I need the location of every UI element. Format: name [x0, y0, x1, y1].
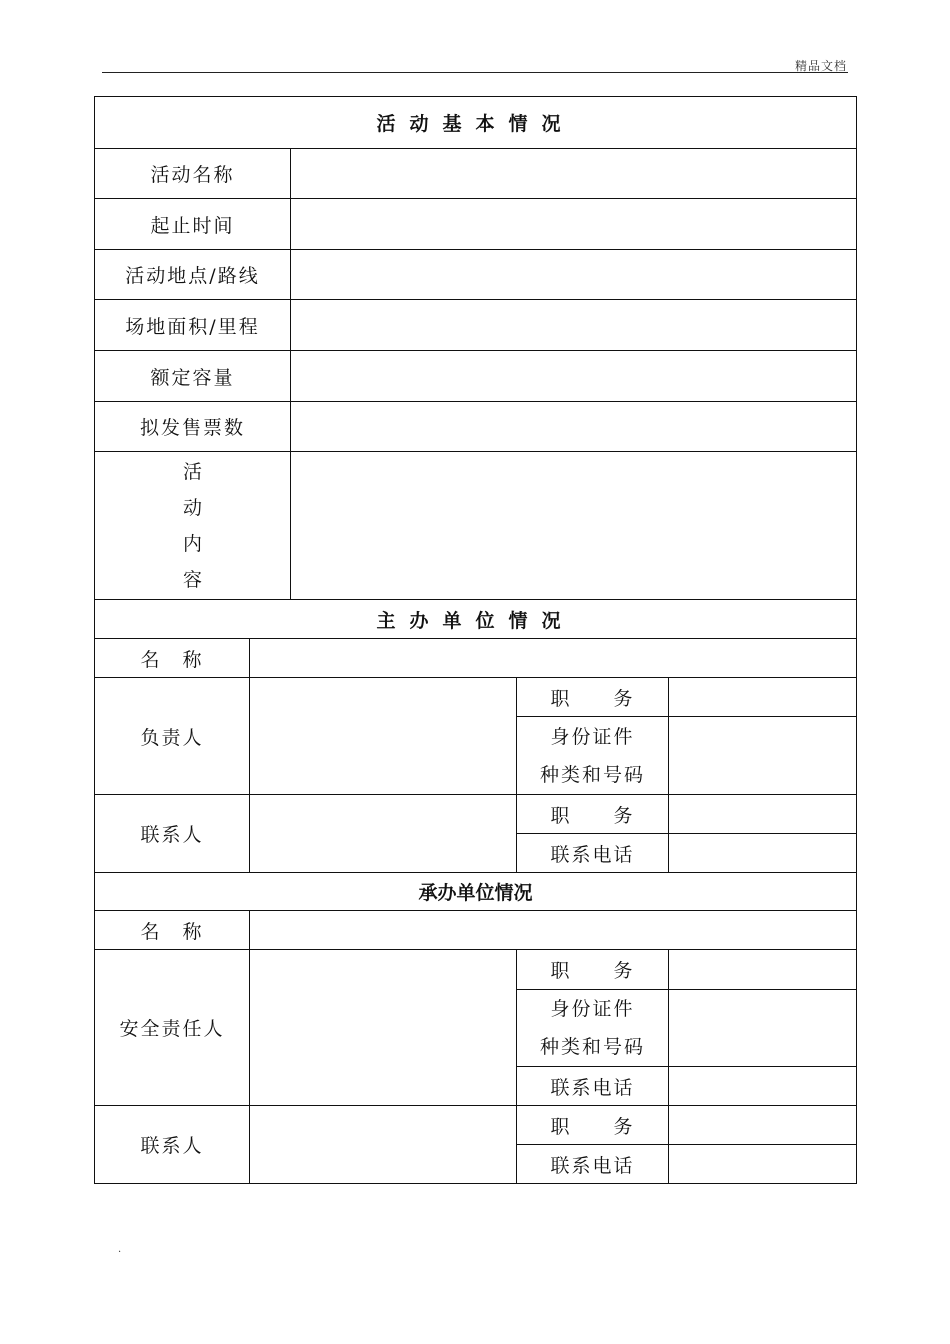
label-organizer-leader: 负责人 [95, 678, 250, 795]
field-contact-position[interactable] [669, 795, 857, 834]
field-safety-position[interactable] [669, 950, 857, 990]
section-title-contractor: 承办单位情况 [95, 873, 857, 911]
label-leader-position: 职 务 [517, 678, 669, 717]
id-label-line2: 种类和号码 [539, 763, 645, 786]
field-tickets-to-sell[interactable] [291, 402, 857, 452]
label-organizer-contact: 联系人 [95, 795, 250, 873]
field-contractor-contact[interactable] [250, 1106, 517, 1184]
label-contractor-contact: 联系人 [95, 1106, 250, 1184]
field-contact-phone[interactable] [669, 834, 857, 873]
id-label-line1: 身份证件 [550, 998, 635, 1020]
field-activity-content[interactable] [291, 452, 857, 600]
label-activity-content [95, 452, 291, 600]
content-char: 内 [182, 532, 202, 555]
header-rule [102, 72, 848, 73]
field-contractor-contact-position[interactable] [669, 1106, 857, 1145]
field-area-mileage[interactable] [291, 300, 857, 351]
label-contractor-contact-position: 职 务 [517, 1106, 669, 1145]
label-organizer-name: 名 称 [95, 639, 250, 678]
label-safety-position: 职 务 [517, 950, 669, 990]
field-activity-name[interactable] [291, 149, 857, 199]
field-leader-position[interactable] [669, 678, 857, 717]
label-contractor-contact-phone: 联系电话 [517, 1145, 669, 1184]
label-rated-capacity: 额定容量 [95, 351, 291, 402]
field-activity-place[interactable] [291, 250, 857, 300]
field-organizer-leader[interactable] [250, 678, 517, 795]
section-title-basic: 活动基本情况 [95, 97, 857, 149]
field-contractor-contact-phone[interactable] [669, 1145, 857, 1184]
label-safety-id [517, 990, 669, 1067]
label-start-end-time: 起止时间 [95, 199, 291, 250]
field-contractor-name[interactable] [250, 911, 857, 950]
field-start-end-time[interactable] [291, 199, 857, 250]
field-safety-phone[interactable] [669, 1067, 857, 1106]
field-leader-id[interactable] [669, 717, 857, 795]
footer-mark: . [118, 1244, 122, 1255]
label-area-mileage: 场地面积/里程 [95, 300, 291, 351]
label-tickets-to-sell: 拟发售票数 [95, 402, 291, 452]
id-label-line1: 身份证件 [550, 725, 635, 748]
page-header-label: 精品文档 [794, 59, 847, 73]
label-activity-name: 活动名称 [95, 149, 291, 199]
field-rated-capacity[interactable] [291, 351, 857, 402]
field-safety-id[interactable] [669, 990, 857, 1067]
label-activity-place: 活动地点/路线 [95, 250, 291, 300]
field-safety-officer[interactable] [250, 950, 517, 1106]
label-safety-officer: 安全责任人 [95, 950, 250, 1106]
label-contractor-name: 名 称 [95, 911, 250, 950]
label-safety-phone: 联系电话 [517, 1067, 669, 1106]
label-contact-phone: 联系电话 [517, 834, 669, 873]
label-leader-id [517, 717, 669, 795]
label-contact-position: 职 务 [517, 795, 669, 834]
field-organizer-contact[interactable] [250, 795, 517, 873]
content-char: 容 [182, 568, 202, 591]
section-title-organizer: 主办单位情况 [95, 600, 857, 639]
field-organizer-name[interactable] [250, 639, 857, 678]
content-char: 活 [182, 460, 202, 483]
id-label-line2: 种类和号码 [539, 1036, 645, 1058]
activity-form-table [94, 96, 857, 1184]
content-char: 动 [182, 496, 202, 519]
